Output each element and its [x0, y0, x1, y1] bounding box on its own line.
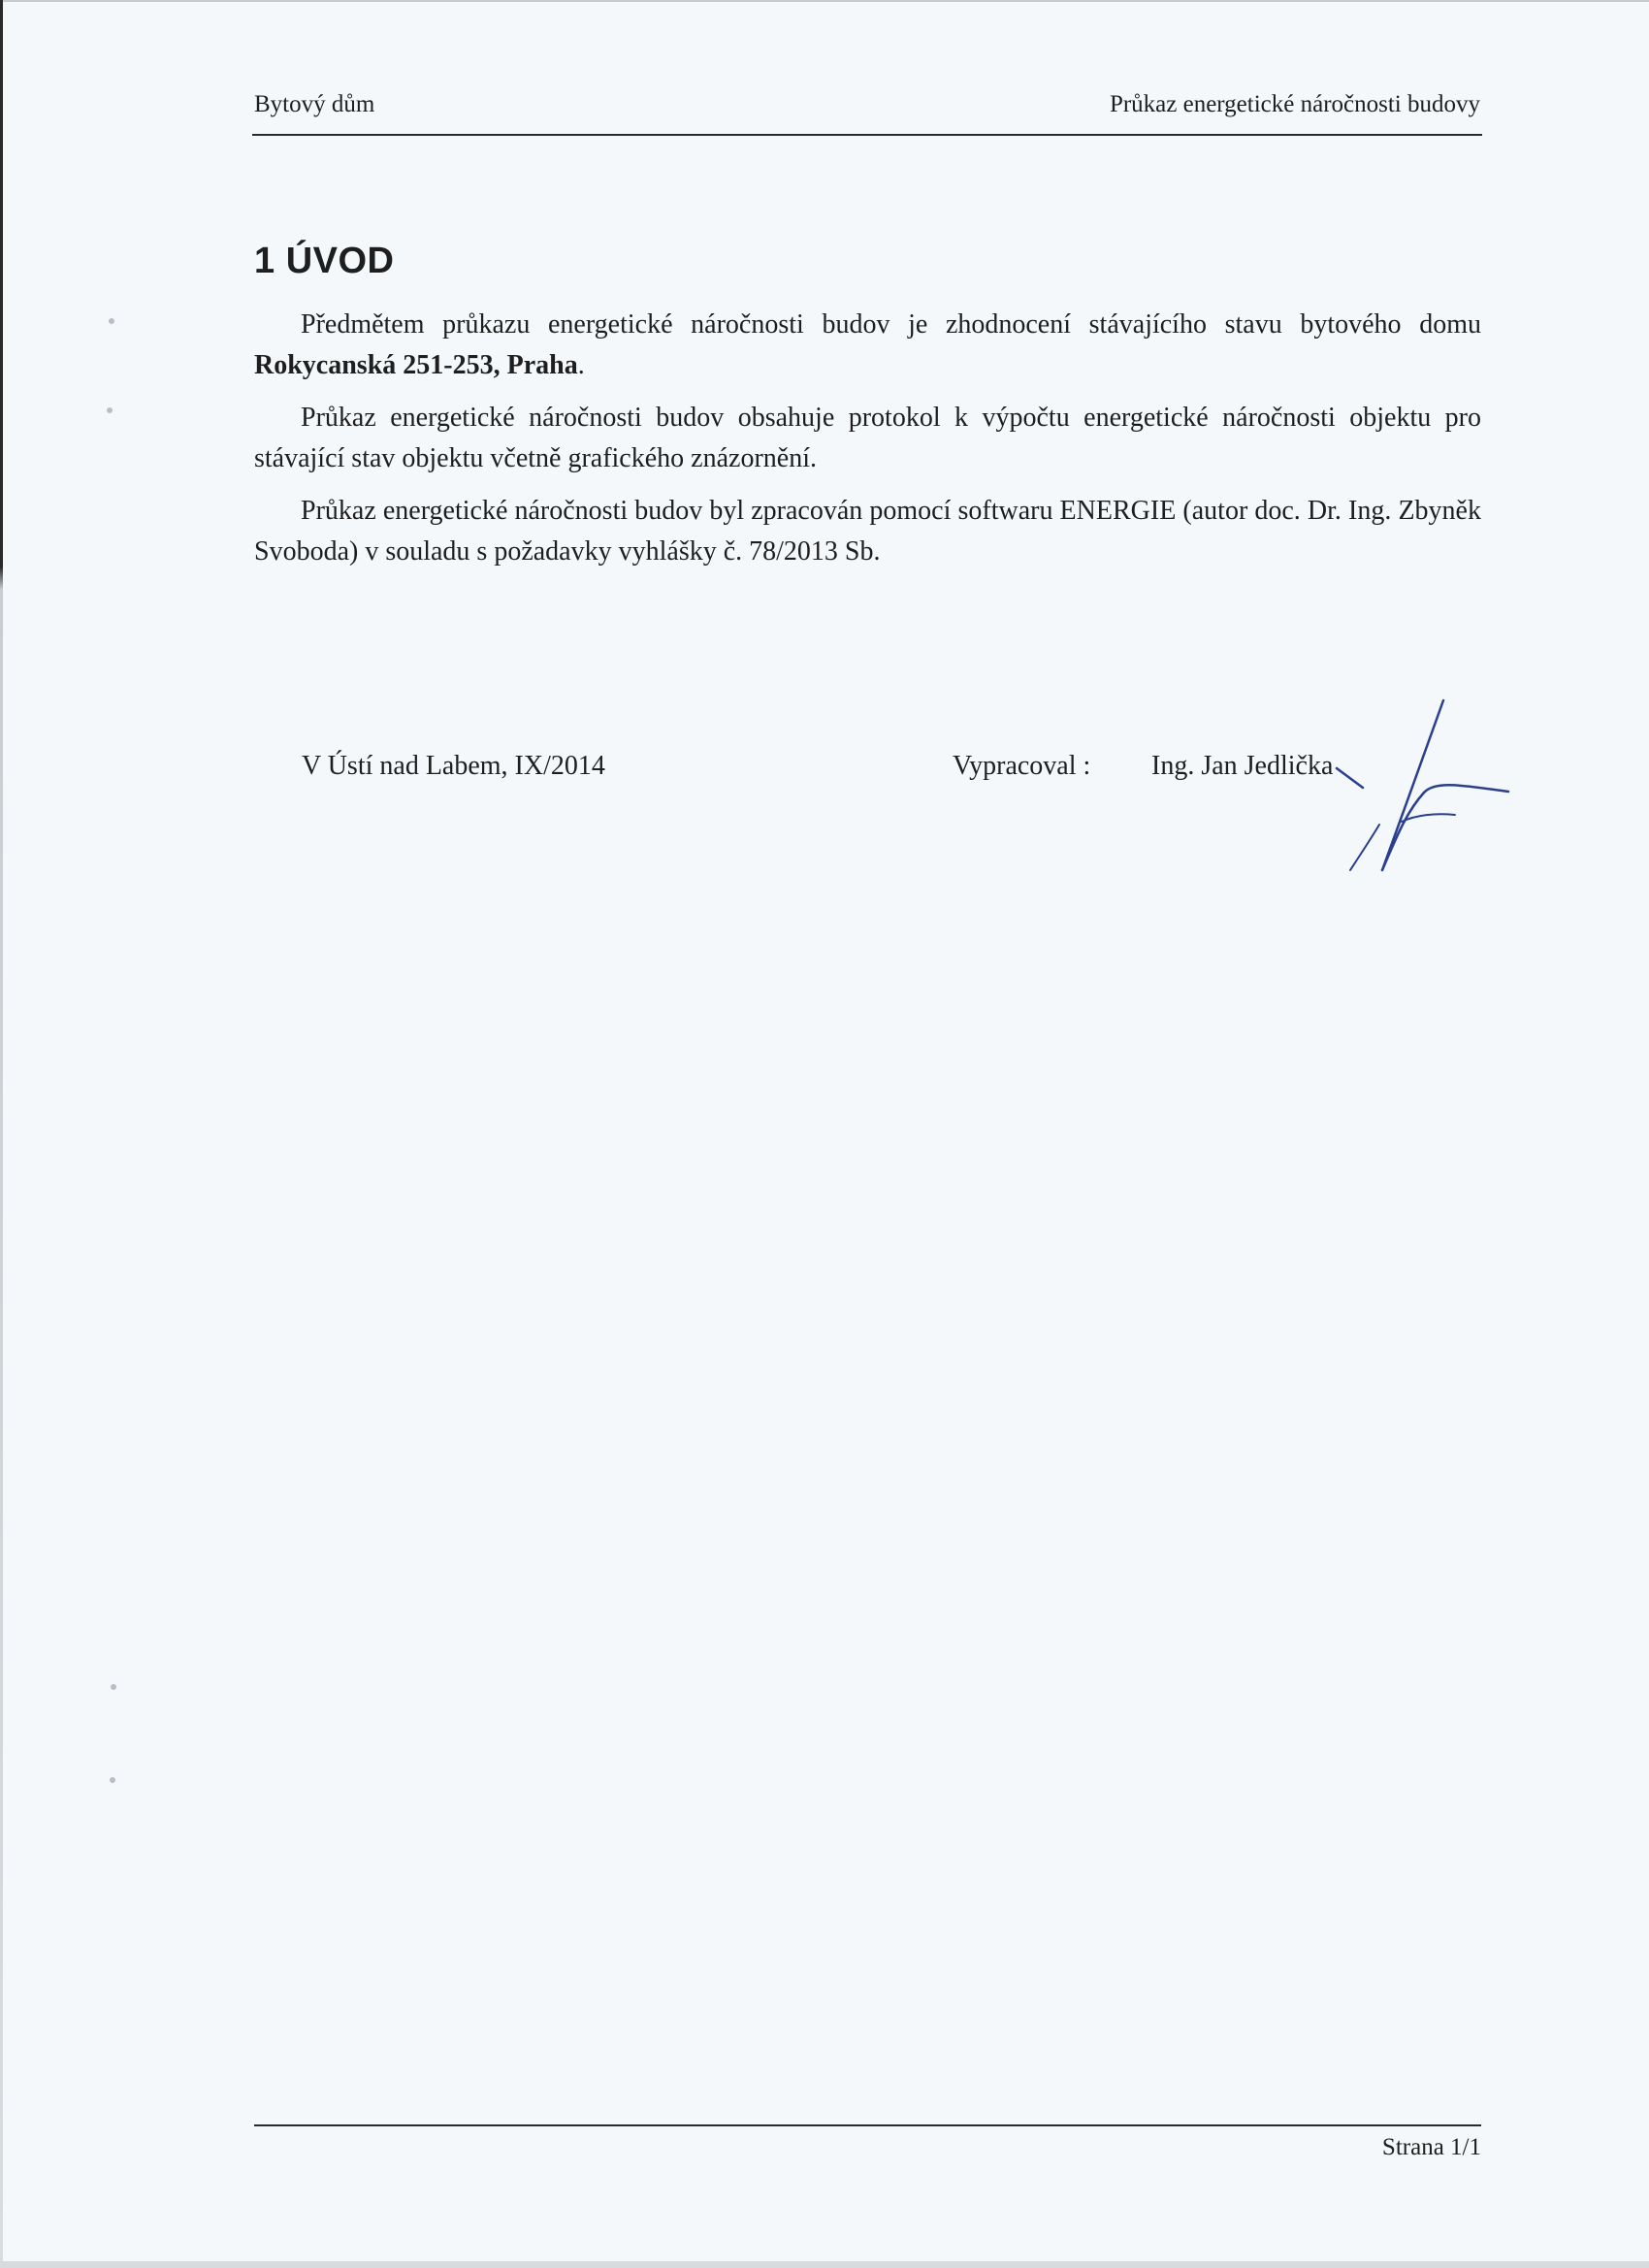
place-and-date: V Ústí nad Labem, IX/2014	[302, 751, 605, 781]
header-document-title: Průkaz energetické náročnosti budovy	[1109, 91, 1480, 117]
paragraph-software	[254, 491, 1481, 572]
scan-speck	[111, 1684, 116, 1690]
building-address: Rokycanská 251-253, Praha	[254, 350, 578, 380]
scan-edge-bottom	[0, 2261, 1649, 2268]
paragraph-subject-text: Předmětem průkazu energetické náročnosti budov je zhodnocení stávajícího stavu bytového domu	[301, 309, 1481, 340]
handwritten-signature	[1310, 691, 1513, 894]
paragraph-contents-text: Průkaz energetické náročnosti budov obsahuje protokol k výpočtu energetické náročnosti objektu pro stávající stav objektu včetně grafického znázornění.	[254, 403, 1481, 473]
paragraph-subject-end: .	[577, 350, 585, 380]
footer-divider	[254, 2124, 1481, 2126]
section-title: 1 ÚVOD	[254, 241, 395, 281]
page-number: Strana 1/1	[1381, 2134, 1481, 2160]
header-divider	[252, 134, 1482, 136]
paragraph-software-text: Průkaz energetické náročnosti budov byl zpracován pomocí softwaru ENERGIE (autor doc. Dr. Ing. Zbyněk Svoboda) v souladu s požadavky vyhlášky č. 78/2013 Sb.	[254, 496, 1481, 567]
scan-edge-top	[0, 0, 1649, 2]
paragraph-subject	[254, 305, 1481, 386]
paragraph-contents	[254, 398, 1481, 479]
scan-speck	[107, 407, 113, 413]
header-building-type: Bytový dům	[254, 91, 375, 117]
prepared-by-label: Vypracoval :	[953, 751, 1091, 781]
scan-speck	[110, 1777, 115, 1783]
prepared-by-name: Ing. Jan Jedlička	[1151, 751, 1334, 781]
scan-edge-left	[0, 0, 3, 2268]
scan-speck	[109, 318, 114, 324]
